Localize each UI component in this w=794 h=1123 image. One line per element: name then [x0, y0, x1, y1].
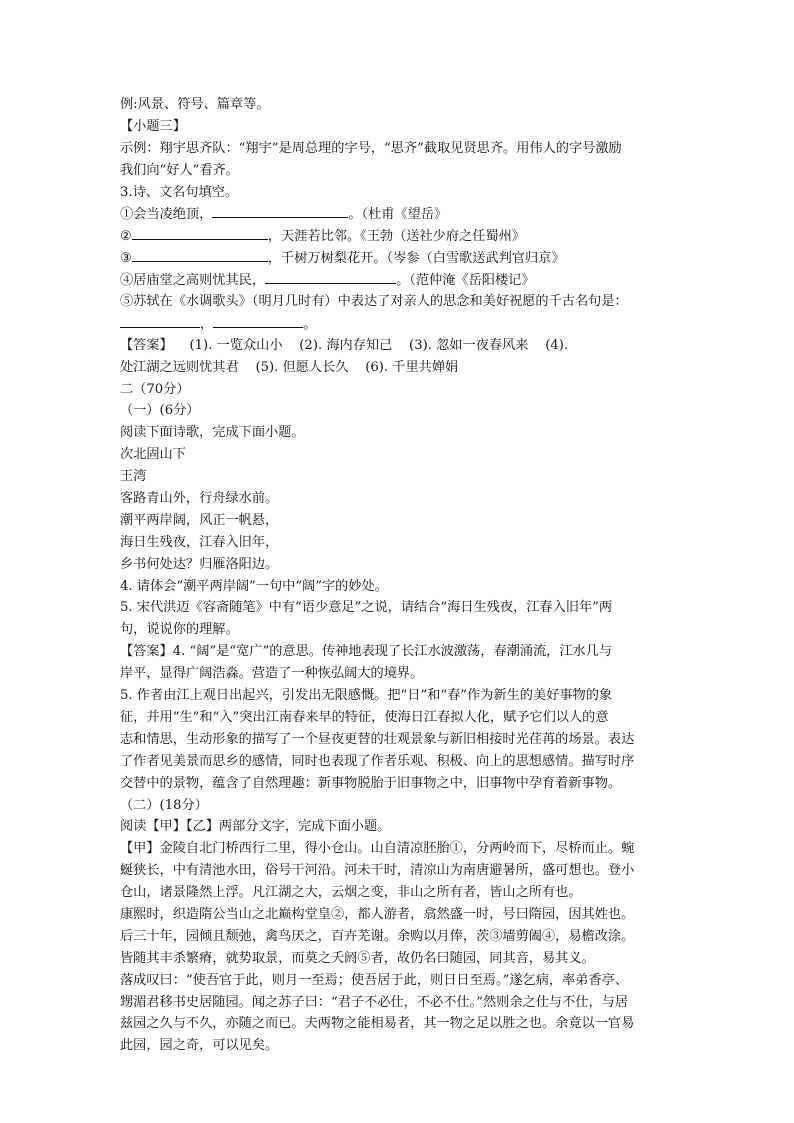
poem-line: 潮平两岸阔，风正一帆悬，	[120, 512, 279, 528]
answer-blank	[132, 225, 268, 240]
section-heading: （二）(18分）	[120, 797, 208, 813]
passage-line: 皆随其丰杀繁瘠，就势取景，而莫之夭阏⑤者，故仍名曰随园，同其音，易其义。	[120, 950, 595, 966]
fill-in-item-1	[120, 203, 680, 225]
fill-in-prefix: ①会当凌绝顶，	[120, 207, 213, 223]
answer-blank	[213, 313, 303, 328]
poem-author: 王湾	[120, 469, 147, 485]
fill-in-suffix: ，千树万树梨花开。（岑参（白雪歌送武判官归京》	[267, 251, 565, 267]
answer-line: 交替中的景物，蕴含了自然理趣：新事物脱胎于旧事物之中，旧事物中孕育着新事物。	[120, 775, 622, 791]
question-text: 5. 宋代洪迈《容斋随笔》中有“语少意足”之说，请结合“海日生残夜，江春入旧年”两	[120, 600, 613, 616]
passage-line: 后三十年，园倾且颓弛，禽鸟厌之，百卉芜谢。余购以月俸，茨③墙剪阖④，易檐改涂。	[120, 928, 635, 944]
fill-in-prefix: ②	[120, 229, 132, 245]
fill-in-item-5-blanks	[120, 313, 680, 335]
text-line: 示例：翔宇思齐队：“翔宇”是周总理的字号，“思齐”截取见贤思齐。用伟人的字号激励	[120, 140, 622, 156]
answer-blank	[212, 203, 348, 218]
poem-line: 客路青山外，行舟绿水前。	[120, 491, 279, 507]
passage-line: 兹园之久与不久，亦随之而已。夫两物之能相易者，其一物之足以胜之也。余竟以一官易	[120, 1016, 635, 1032]
fill-in-suffix: ，天涯若比邻。《王勃（送社少府之任蜀州》	[267, 229, 525, 245]
question-title: 3.诗、文名句填空。	[120, 184, 239, 200]
passage-line: 【甲】金陵自北门桥西行二里，得小仓山。山自清凉胚胎①，分两岭而下，尽桥而止。蜿	[120, 841, 635, 857]
fill-in-item-4	[120, 269, 680, 291]
answer-line: 志和情思，生动形象的描写了一个昼夜更替的壮观景象与新旧相接时光荏苒的场景。表达	[120, 731, 635, 747]
fill-in-item-5: ⑤苏轼在《水调歌头》（明月几时有）中表达了对亲人的思念和美好祝愿的千古名句是：	[120, 294, 628, 310]
answer-blank	[265, 269, 396, 284]
fill-in-suffix: 。（范仲淹《岳阳楼记》	[396, 273, 535, 289]
passage-line: 康熙时，织造隋公当山之北巅构堂皇②，都人游者，翕然盛一时，号曰隋园，因其姓也。	[120, 906, 635, 922]
text-line: 例:风景、符号、篇章等。	[120, 97, 270, 112]
terminator: 。	[303, 316, 317, 332]
separator: ，	[200, 316, 214, 332]
answer-blank	[132, 247, 268, 262]
fill-in-prefix: ④居庙堂之高则忧其民，	[120, 273, 266, 289]
answer-line: 处江湖之远则忧其君 (5). 但愿人长久 (6). 千里共婵娟	[120, 359, 459, 375]
fill-in-item-3	[120, 247, 680, 269]
passage-line: 甥湄君移书史居随园。闻之苏子曰：“君子不必仕，不必不仕。”然则余之仕与不仕，与居	[120, 994, 629, 1010]
answer-blank	[120, 313, 200, 328]
fill-in-item-2	[120, 225, 680, 247]
section-heading: （一）(6分）	[120, 403, 200, 419]
question-text: 句，说说你的理解。	[120, 622, 239, 638]
poem-title: 次北固山下	[120, 447, 186, 463]
fill-in-prefix: ③	[120, 251, 132, 267]
passage-line: 落成叹曰：“使吾官于此，则月一至焉；使吾居于此，则日日至焉。”遂乞病，率弟香亭、	[120, 972, 629, 988]
poem-line: 海日生残夜，江春入旧年，	[120, 534, 279, 550]
section-heading: 【小题三】	[120, 118, 186, 134]
answer-line: 【答案】4. “阔”是“宽广”的意思。传神地表现了长江水波激荡，春潮涌流，江水几与	[120, 644, 613, 660]
answer-line: 征，并用“生”和“入”突出江南春来早的特征，使海日江春拟人化，赋予它们以人的意	[120, 709, 609, 725]
poem-line: 乡书何处达？归雁洛阳边。	[120, 556, 279, 572]
answer-line: 岸平，显得广阔浩淼。营造了一种恢弘阔大的境界。	[120, 666, 424, 682]
answer-line: 【答案】 (1). 一览众山小 (2). 海内存知己 (3). 忽如一夜春风来 (4).	[120, 337, 569, 353]
fill-in-suffix: 。（杜甫《望岳》	[348, 207, 448, 223]
text-line: 我们向“好人”看齐。	[120, 162, 239, 178]
passage-line: 仓山，诸景隆然上浮。凡江湖之大，云烟之变，非山之所有者，皆山之所有也。	[120, 885, 582, 901]
question-text: 4. 请体会“潮平两岸阔”一句中“阔”字的妙处。	[120, 578, 388, 594]
passage-line: 蜒狭长，中有清池水田，俗号干河沿。河未干时，清凉山为南唐避暑所，盛可想也。登小	[120, 863, 635, 879]
section-heading: 二（70分）	[120, 381, 190, 397]
instruction-text: 阅读【甲】【乙】两部分文字，完成下面小题。	[120, 819, 391, 835]
instruction-text: 阅读下面诗歌，完成下面小题。	[120, 425, 305, 441]
document-page	[120, 94, 680, 1057]
passage-line: 此园，园之奇，可以见矣。	[120, 1038, 279, 1054]
answer-line: 5. 作者由江上观日出起兴，引发出无限感慨。把“日”和“春”作为新生的美好事物的象	[120, 688, 613, 704]
answer-line: 了作者见美景而思乡的感情，同时也表现了作者乐观、积极、向上的思想感情。描写时序	[120, 753, 635, 769]
